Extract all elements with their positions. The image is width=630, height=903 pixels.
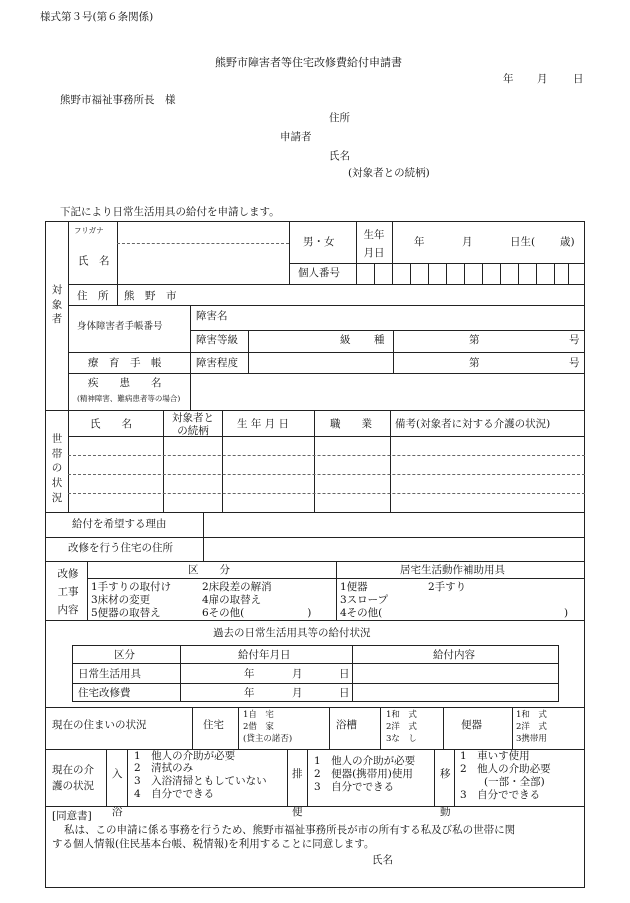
works-item-3[interactable]: 3床材の変更 — [91, 594, 151, 606]
dai-label: 第 — [469, 334, 480, 346]
modification-address-input[interactable] — [204, 538, 584, 561]
gender-field[interactable]: 男・女 — [303, 236, 335, 248]
care-excrete-opt-1[interactable]: 1 他人の介助が必要 — [314, 755, 416, 767]
works-kubun: 区 分 — [188, 564, 230, 576]
past-col-content: 給付内容 — [433, 649, 475, 661]
applicant-name-label: 氏名 — [329, 150, 350, 162]
care-move-opt-3[interactable]: 3 自分でできる — [460, 789, 541, 801]
birth-month: 月 — [462, 236, 473, 248]
past-row-day: 日 — [339, 668, 350, 680]
shogai-name-label: 障害名 — [196, 310, 228, 322]
applicant-address-label: 住所 — [329, 112, 350, 124]
ryoiku-label: 療 育 手 帳 — [88, 357, 162, 369]
care-move-opt-1[interactable]: 1 車いす使用 — [460, 750, 530, 762]
living-bath-label: 浴槽 — [336, 719, 357, 731]
form-number: 様式第３号(第６条関係) — [40, 11, 154, 23]
care-move-label: 移動 — [440, 768, 451, 818]
living-label: 現在の住まいの状況 — [52, 719, 147, 731]
birth-label: 生年月日 — [363, 229, 385, 259]
date-day: 日 — [573, 73, 584, 85]
consent-text-1: 私は、この申請に係る事務を行うため、熊野市福祉事務所長が市の所有する私及び私の世帯に関 — [64, 824, 516, 836]
equip-item-2[interactable]: 2手すり — [428, 581, 467, 593]
reason-label: 給付を希望する理由 — [72, 518, 167, 530]
household-col-notes: 備考(対象者に対する介護の状況) — [395, 418, 551, 430]
care-excrete-opt-3[interactable]: 3 自分でできる — [314, 781, 395, 793]
past-col-date: 給付年月日 — [238, 649, 291, 661]
disease-note: (精神障害、難病患者等の場合) — [77, 394, 181, 403]
house-opt-1[interactable]: 1自 宅 — [243, 710, 274, 720]
equip-item-1[interactable]: 1便器 — [340, 581, 368, 593]
dai2-label: 第 — [469, 357, 480, 369]
applicant-label: 申請者 — [280, 131, 312, 143]
works-side-label: 改修工事内容 — [57, 568, 79, 616]
relation-note: (対象者との続柄) — [348, 167, 430, 179]
form-title: 熊野市障害者等住宅改修費給付申請書 — [215, 56, 402, 69]
household-col-birth: 生 年 月 日 — [237, 418, 290, 430]
consent-title: [同意書] — [52, 810, 92, 822]
past-row-year: 年 — [244, 668, 255, 680]
consent-name-label: 氏名 — [372, 854, 393, 866]
past-row-label: 住宅改修費 — [78, 687, 131, 699]
works-item-5[interactable]: 5便器の取替え — [91, 607, 161, 619]
works-item-6[interactable]: 6その他( ) — [202, 607, 312, 619]
equip-close-paren: ) — [564, 607, 569, 619]
household-table-body[interactable] — [69, 437, 584, 511]
care-excrete-opt-2[interactable]: 2 便器(携帯用)使用 — [314, 768, 413, 780]
toilet-opt-1[interactable]: 1和 式 — [516, 710, 547, 720]
kyu-label: 級 — [340, 334, 351, 346]
equip-item-3[interactable]: 3スロープ — [340, 594, 389, 606]
past-content-input[interactable] — [353, 664, 558, 701]
toilet-opt-3[interactable]: 3携帯用 — [516, 734, 547, 744]
bath-opt-2[interactable]: 2洋 式 — [386, 722, 417, 732]
works-item-2[interactable]: 2床段差の解消 — [202, 581, 272, 593]
date-year: 年 — [503, 73, 514, 85]
past-row-day: 日 — [339, 687, 350, 699]
reason-input[interactable] — [204, 513, 584, 536]
consent-text-2: する個人情報(住民基本台帳、税情報)を利用することに同意します。 — [52, 838, 375, 850]
bath-opt-1[interactable]: 1和 式 — [386, 710, 417, 720]
living-toilet-label: 便器 — [461, 719, 482, 731]
intro-text: 下記により日常生活用具の給付を申請します。 — [60, 206, 280, 218]
care-bath-opt-3[interactable]: 3 入浴清掃ともしていない — [134, 775, 267, 787]
name-label: 氏 名 — [78, 255, 110, 267]
house-opt-note: (貸主の諾否) — [243, 734, 293, 744]
address-label: 住 所 — [77, 290, 109, 302]
equip-item-4[interactable]: 4その他( — [340, 607, 383, 619]
shogai-teido-label: 障害程度 — [196, 357, 238, 369]
past-row-month: 月 — [292, 668, 303, 680]
shogai-kyu-label: 障害等級 — [196, 334, 238, 346]
subject-side-label: 対象者 — [51, 284, 63, 326]
care-bath-opt-1[interactable]: 1 他人の介助が必要 — [134, 750, 236, 762]
care-bath-label: 入浴 — [112, 768, 123, 818]
household-col-job: 職 業 — [330, 418, 372, 430]
individual-number-label: 個人番号 — [298, 267, 340, 279]
household-col-name: 氏 名 — [90, 418, 132, 430]
past-row-month: 月 — [292, 687, 303, 699]
works-item-4[interactable]: 4扉の取替え — [202, 594, 262, 606]
furigana-label: フリガナ — [74, 226, 104, 235]
care-move-opt-2[interactable]: 2 他人の介助必要 — [460, 763, 551, 775]
care-bath-opt-2[interactable]: 2 清拭のみ — [134, 762, 194, 774]
birth-age: 歳) — [560, 236, 575, 248]
addressee: 熊野市福祉事務所長 様 — [60, 94, 176, 106]
past-row-label: 日常生活用具 — [78, 668, 141, 680]
care-move-opt-note: (一部・全部) — [484, 776, 545, 788]
past-title: 過去の日常生活用具等の給付状況 — [213, 627, 371, 639]
bath-opt-3[interactable]: 3な し — [386, 734, 417, 744]
birth-year: 年 — [414, 236, 425, 248]
go-label: 号 — [569, 334, 580, 346]
past-row-year: 年 — [244, 687, 255, 699]
individual-number-input[interactable] — [357, 264, 584, 284]
birth-day: 日生( — [510, 236, 536, 248]
toilet-opt-2[interactable]: 2洋 式 — [516, 722, 547, 732]
address-value: 熊 野 市 — [124, 290, 177, 302]
care-excrete-label: 排便 — [292, 768, 303, 818]
house-opt-2[interactable]: 2借 家 — [243, 722, 274, 732]
techo-label: 身体障害者手帳番号 — [77, 321, 163, 332]
household-side-label: 世帯の状況 — [51, 433, 63, 504]
household-col-relation: 対象者との続柄 — [172, 412, 214, 437]
care-label: 現在の介護の状況 — [52, 764, 94, 792]
shu-label: 種 — [374, 334, 385, 346]
works-equip-header: 居宅生活動作補助用具 — [400, 564, 505, 576]
living-house-label: 住宅 — [203, 719, 224, 731]
past-col-kubun: 区分 — [114, 649, 135, 661]
disease-label: 疾 患 名 — [88, 377, 162, 389]
works-item-1[interactable]: 1手すりの取付け — [91, 581, 172, 593]
date-month: 月 — [537, 73, 548, 85]
modification-address-label: 改修を行う住宅の住所 — [68, 542, 173, 554]
consent-name-input[interactable] — [400, 852, 580, 870]
care-bath-opt-4[interactable]: 4 自分でできる — [134, 788, 215, 800]
go2-label: 号 — [569, 357, 580, 369]
